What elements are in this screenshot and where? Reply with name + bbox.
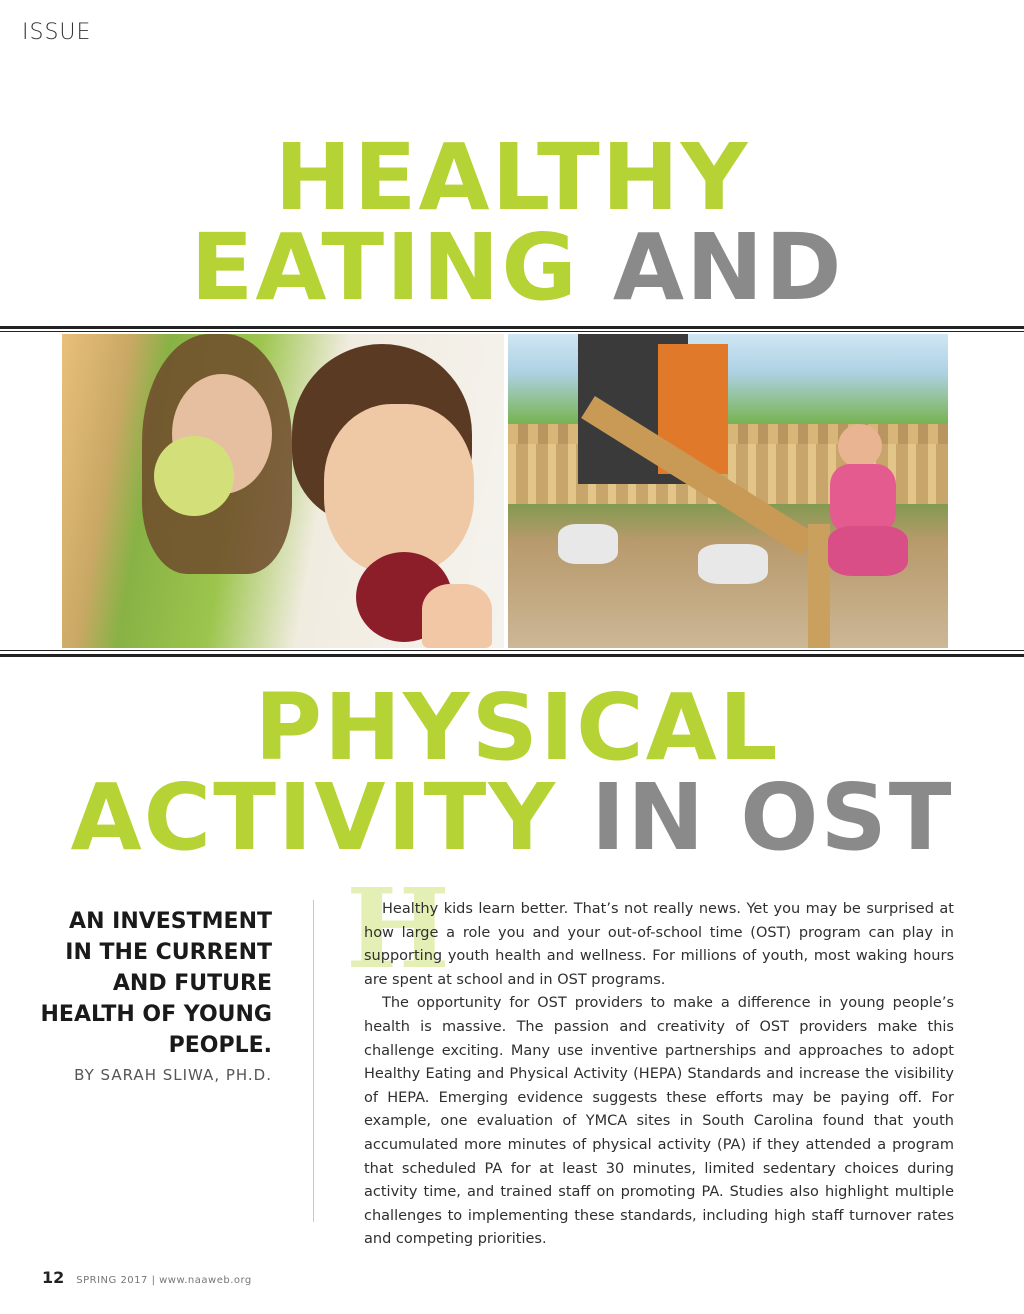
bottom-rule-thick xyxy=(0,654,1024,657)
title-word-activity: ACTIVITY xyxy=(70,764,557,871)
title-line-healthy: HEALTHY xyxy=(274,124,750,231)
photo-kids-on-seesaw xyxy=(508,334,948,648)
drop-cap: H xyxy=(346,864,450,993)
title-line-eating-and xyxy=(0,214,1024,321)
photo-strip xyxy=(62,334,948,648)
bottom-rule-thin xyxy=(0,650,1024,651)
footer-issue-url: SPRING 2017 | www.naaweb.org xyxy=(76,1275,252,1286)
title-line-activity-in-ost xyxy=(0,764,1024,871)
top-rule-thick xyxy=(0,326,1024,329)
column-divider xyxy=(313,900,314,1222)
article-paragraph-2: The opportunity for OST providers to make a difference in young people’s health is massive. The passion and creativity of OST providers make this challenge exciting. Many use inventive partnerships and approaches to adopt Healthy Eating and Physical Activity (HEPA) Standards and increase the visibility of HEPA. Emerging evidence suggests these efforts may be paying off. For example, one evaluation of YMCA sites in South Carolina found that youth accumulated more minutes of physical activity (PA) if they attended a program that scheduled PA for at least 30 minutes, limited sedentary choices during activity time, and trained staff on promoting PA. Studies also highlight multiple challenges to implementing these standards, including high staff turnover rates and competing priorities. xyxy=(364,995,954,1248)
article-deck: AN INVESTMENT IN THE CURRENT AND FUTURE HEALTH OF YOUNG PEOPLE. xyxy=(40,909,272,1058)
title-word-and: AND xyxy=(612,214,844,321)
photo-kids-eating-apples xyxy=(62,334,504,648)
title-word-in-ost: IN OST xyxy=(591,764,954,871)
article-paragraph-1: Healthy kids learn better. That’s not really news. Yet you may be surprised at how large a role you and your out-of-school time (OST) program can play in supporting youth health and wellness. For millions of youth, most waking hours are spent at school and in OST programs. xyxy=(364,901,954,988)
byline: BY SARAH SLIWA, PH.D. xyxy=(74,1066,272,1084)
article-body xyxy=(364,898,954,1252)
page-number: 12 xyxy=(42,1268,65,1287)
top-rule-thin xyxy=(0,331,1024,332)
title-line-physical: PHYSICAL xyxy=(254,674,780,781)
section-label: ISSUE xyxy=(22,20,92,45)
page-footer xyxy=(42,1268,252,1287)
title-word-eating: EATING xyxy=(190,214,579,321)
